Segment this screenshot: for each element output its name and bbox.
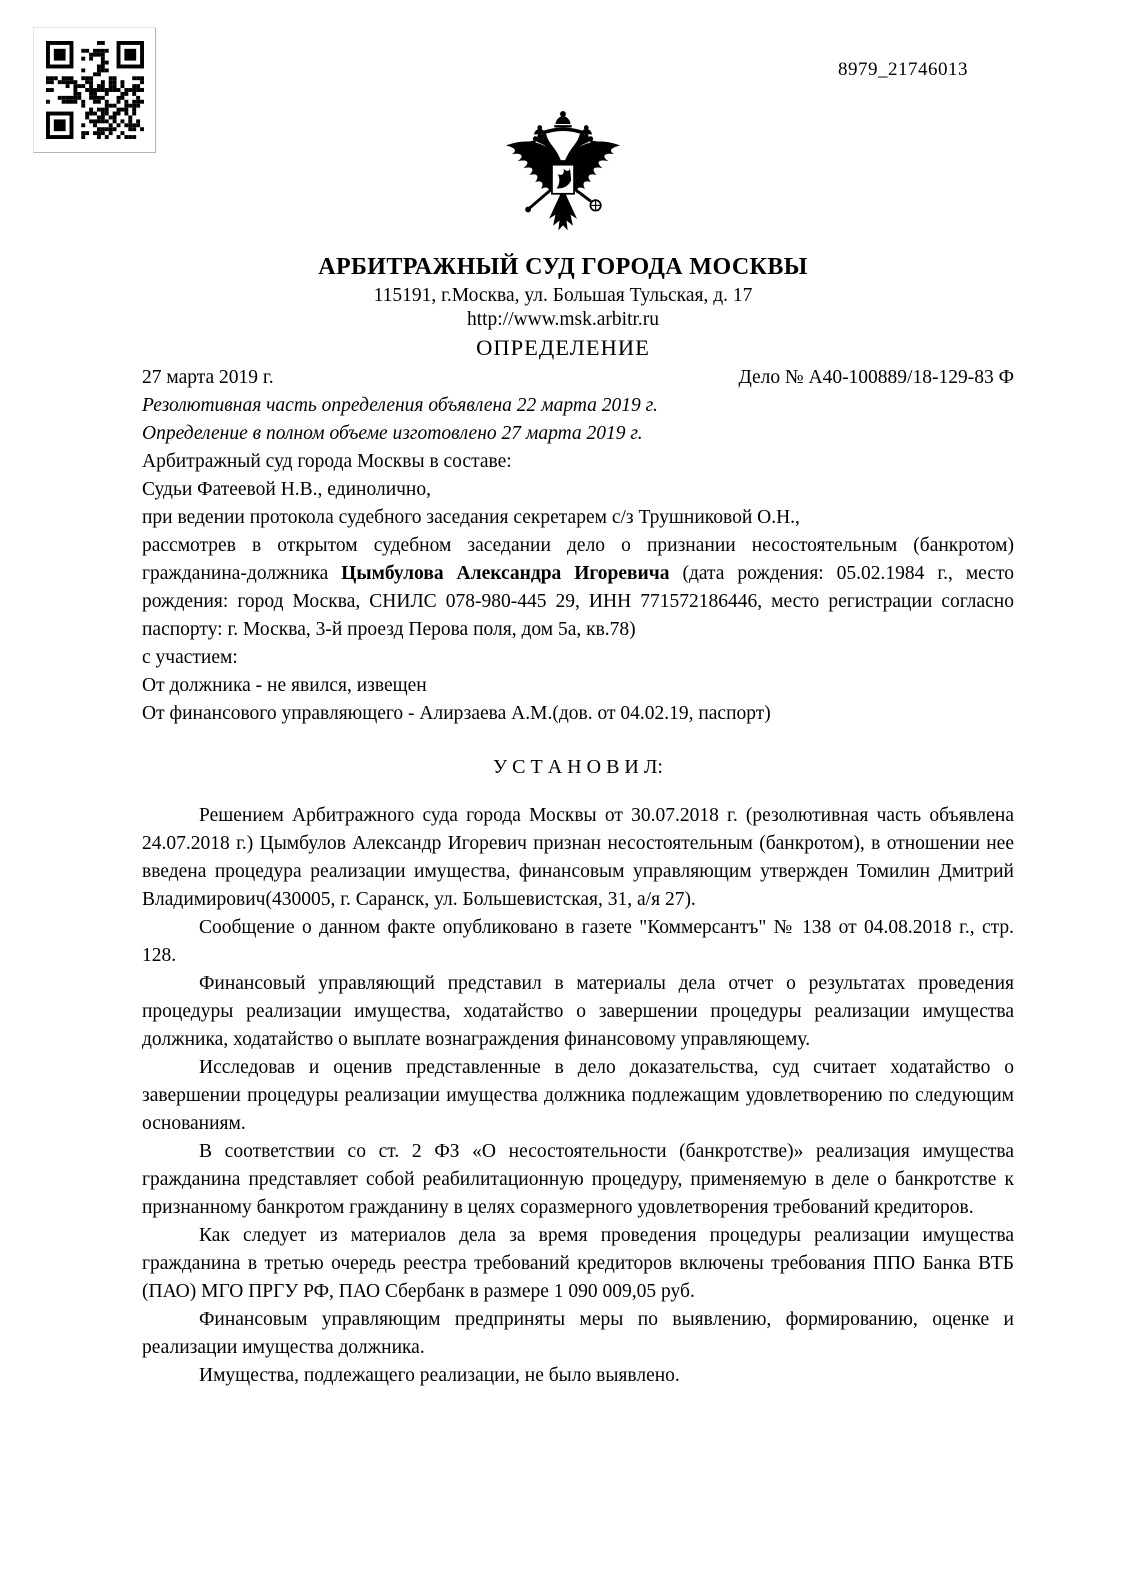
court-address: 115191, г.Москва, ул. Большая Тульская, д. 17 [373,284,753,306]
debtor-attendance-line: От должника - не явился, извещен [142,674,427,696]
manager-attendance-line: От финансового управляющего - Алирзаева А.М.(дов. от 04.02.19, паспорт) [142,702,771,724]
body-paragraph: Имущества, подлежащего реализации, не было выявлено. [199,1364,680,1386]
body-paragraph: Финансовый управляющий представил в материалы дела отчет о результатах проведения процедуры реализации имущества, ходатайство о завершении процедуры реализации имущества должника, ходатайство о выплате вознаграждения финансовому управляющему. [142,972,1014,1050]
full-volume-line: Определение в полном объеме изготовлено 27 марта 2019 г. [142,422,643,444]
judge-line: Судьи Фатеевой Н.В., единолично, [142,478,431,500]
court-composition-line: Арбитражный суд города Москвы в составе: [142,450,512,472]
secretary-line: при ведении протокола судебного заседания секретарем с/з Трушниковой О.Н., [142,506,800,528]
court-name-title: АРБИТРАЖНЫЙ СУД ГОРОДА МОСКВЫ [318,254,808,281]
body-paragraph: Финансовым управляющим предприняты меры по выявлению, формированию, оценке и реализации имущества должника. [142,1308,1014,1358]
resolutive-part-line: Резолютивная часть определения объявлена 22 марта 2019 г. [142,394,658,416]
date-case-row [142,364,1014,392]
document-date: 27 марта 2019 г. [142,366,274,388]
document-type-title: ОПРЕДЕЛЕНИЕ [476,334,650,360]
document-number: 8979_21746013 [838,59,968,80]
document-body [142,364,1014,1390]
court-website: http://www.msk.arbitr.ru [466,309,660,331]
document-header [0,0,1126,361]
case-number: Дело № А40-100889/18-129-83 Ф [738,366,1014,388]
body-paragraph: Как следует из материалов дела за время проведения процедуры реализации имущества гражданина в третью очередь реестра требований кредиторов включены требования ППО Банка ВТБ (ПАО) МГО ПРГУ РФ, ПАО Сбербанк в размере 1 090 009,05 руб. [142,1224,1014,1302]
established-heading: У С Т А Н О В И Л: [493,755,663,778]
case-description [142,532,1014,644]
participation-label: с участием: [142,646,238,668]
body-paragraph: Сообщение о данном факте опубликовано в газете "Коммерсантъ" № 138 от 04.08.2018 г., стр. 128. [142,916,1014,966]
body-paragraph: Исследовав и оценив представленные в дело доказательства, суд считает ходатайство о завершении процедуры реализации имущества должника подлежащим удовлетворению по следующим основаниям. [142,1056,1014,1134]
coat-of-arms-icon [0,103,1126,250]
body-paragraph: Решением Арбитражного суда города Москвы от 30.07.2018 г. (резолютивная часть объявлена 24.07.2018 г.) Цымбулов Александр Игоревич признан несостоятельным (банкротом), в отношении нее введена процедура реализации имущества, финансовым управляющим утвержден Томилин Дмитрий Владимирович(430005, г. Саранск, ул. Большевистская, 31, а/я 27). [142,804,1014,910]
debtor-name: Цымбулова Александра Игоревича [341,562,670,584]
body-paragraph: В соответствии со ст. 2 ФЗ «О несостоятельности (банкротстве)» реализация имущества гражданина представляет собой реабилитационную процедуру, применяемую в деле о банкротстве к признанному банкротом гражданину в целях соразмерного удовлетворения требований кредиторов. [142,1140,1014,1218]
qr-code-icon [33,27,156,153]
case-description-after: (дата рождения: 05.02.1984 г., место рождения: город Москва, СНИЛС 078-980-445 29, ИНН 771572186446, место регистрации согласно паспорту: г. Москва, 3-й проезд Перова поля, дом 5а, кв.78) [142,562,1014,640]
case-description-before: рассмотрев в открытом судебном заседании дело о признании несостоятельным (банкротом) гражданина-должника [142,534,1014,584]
